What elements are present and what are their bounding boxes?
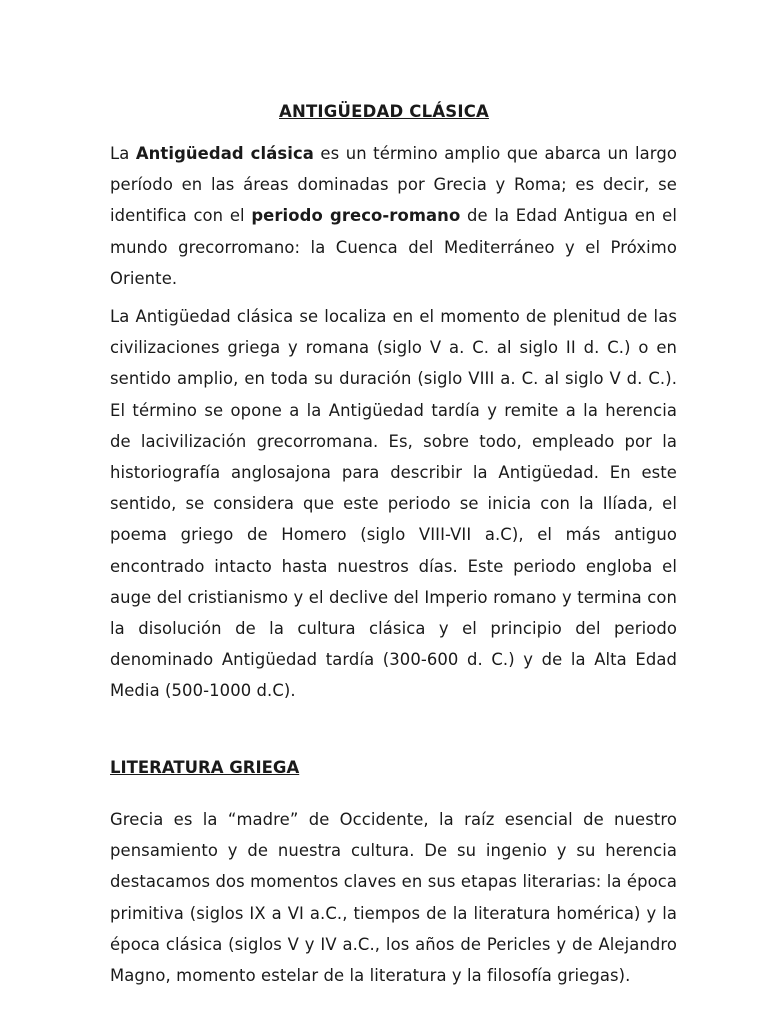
- history-paragraph: La Antigüedad clásica se localiza en el momento de plenitud de las civilizaciones griega y romana (siglo V a. C. al siglo II d. C.) o en sentido amplio, en toda su duración (siglo VIII a. C. al siglo V d. C.). El término se opone a la Antigüedad tardía y remite a la herencia de lacivilización grecorromana. Es, sobre todo, empleado por la historiografía anglosajona para describir la Antigüedad. En este sentido, se considera que este periodo se inicia con la Ilíada, el poema griego de Homero (siglo VIII-VII a.C), el más antiguo encontrado intacto hasta nuestros días. Este periodo engloba el auge del cristianismo y el declive del Imperio romano y termina con la disolución de la cultura clásica y el principio del periodo denominado Antigüedad tardía (300-600 d. C.) y de la Alta Edad Media (500-1000 d.C).: [110, 307, 677, 701]
- document-title: ANTIGÜEDAD CLÁSICA: [279, 102, 489, 121]
- intro-text-3: de la Edad Antigua en el mundo grecorromano: la Cuenca del Mediterráneo y el Próximo Oriente.: [110, 206, 677, 288]
- intro-bold-2: periodo greco-romano: [251, 206, 461, 226]
- intro-bold-1: Antigüedad clásica: [135, 144, 314, 163]
- intro-text-2: es un término amplio que abarca un largo período en las áreas dominadas por Grecia y Roma; es decir, se identifica con el: [110, 144, 677, 226]
- intro-paragraph: [110, 138, 677, 294]
- section-title-literatura: LITERATURA GRIEGA: [110, 758, 300, 777]
- intro-text-1: La: [110, 144, 136, 163]
- literature-paragraph: Grecia es la “madre” de Occidente, la raíz esencial de nuestro pensamiento y de nuestra cultura. De su ingenio y su herencia destacamos dos momentos claves en sus etapas literarias: la época primitiva (siglos IX a VI a.C., tiempos de la literatura homérica) y la época clásica (siglos V y IV a.C., los años de Pericles y de Alejandro Magno, momento estelar de la literatura y la filosofía griegas).: [110, 810, 677, 986]
